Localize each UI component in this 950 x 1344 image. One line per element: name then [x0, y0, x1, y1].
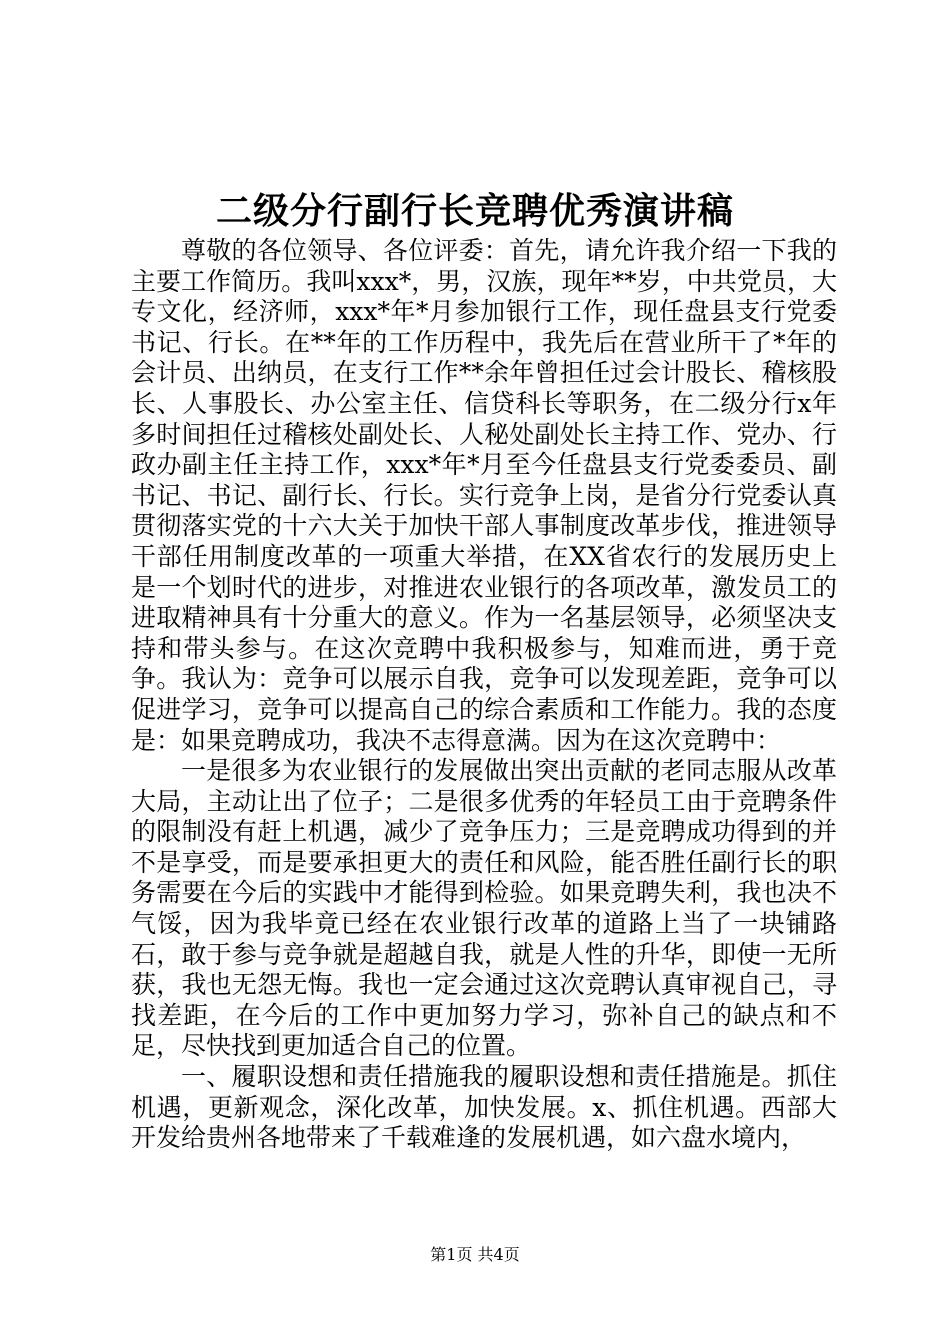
page-footer: 第1页 共4页 — [430, 1245, 520, 1264]
paragraph-2: 一是很多为农业银行的发展做出突出贡献的老同志服从改革大局，主动让出了位子；二是很多优秀的年轻员工由于竞聘条件的限制没有赶上机遇，减少了竞争压力；三是竞聘成功得到的并不是享受，而是要承担更大的责任和风险，能否胜任副行长的职务需要在今后的实践中才能得到检验。如果竞聘失利，我也决不气馁，因为我毕竟已经在农业银行改革的道路上当了一块铺路石，敢于参与竞争就是超越自我，就是人性的升华，即使一无所获，我也无怨无悔。我也一定会通过这次竞聘认真审视自己，寻找差距，在今后的工作中更加努力学习，弥补自己的缺点和不足，尽快找到更加适合自己的位置。 — [131, 756, 837, 1061]
document-title: 二级分行副行长竞聘优秀演讲稿 — [215, 190, 734, 232]
paragraph-3: 一、履职设想和责任措施我的履职设想和责任措施是。抓住机遇，更新观念，深化改革，加快发展。x、抓住机遇。西部大开发给贵州各地带来了千载难逢的发展机遇，如六盘水境内， — [131, 1062, 837, 1153]
paragraph-1: 尊敬的各位领导、各位评委：首先，请允许我介绍一下我的主要工作简历。我叫xxx*，男，汉族，现年**岁，中共党员，大专文化，经济师，xxx*年*月参加银行工作，现任盘县支行党委书记、行长。在**年的工作历程中，我先后在营业所干了*年的会计员、出纳员，在支行工作**余年曾担任过会计股长、稽核股长、人事股长、办公室主任、信贷科长等职务，在二级分行x年多时间担任过稽核处副处长、人秘处副处长主持工作、党办、行政办副主任主持工作，xxx*年*月至今任盘县支行党委委员、副书记、书记、副行长、行长。实行竞争上岗，是省分行党委认真贯彻落实党的十六大关于加快干部人事制度改革步伐，推进领导干部任用制度改革的一项重大举措，在XX省农行的发展历史上是一个划时代的进步，对推进农业银行的各项改革，激发员工的进取精神具有十分重大的意义。作为一名基层领导，必须坚决支持和带头参与。在这次竞聘中我积极参与，知难而进，勇于竞争。我认为：竞争可以展示自我，竞争可以发现差距，竞争可以促进学习，竞争可以提高自己的综合素质和工作能力。我的态度是：如果竞聘成功，我决不志得意满。因为在这次竞聘中： — [131, 236, 837, 755]
document-body — [131, 236, 837, 1154]
